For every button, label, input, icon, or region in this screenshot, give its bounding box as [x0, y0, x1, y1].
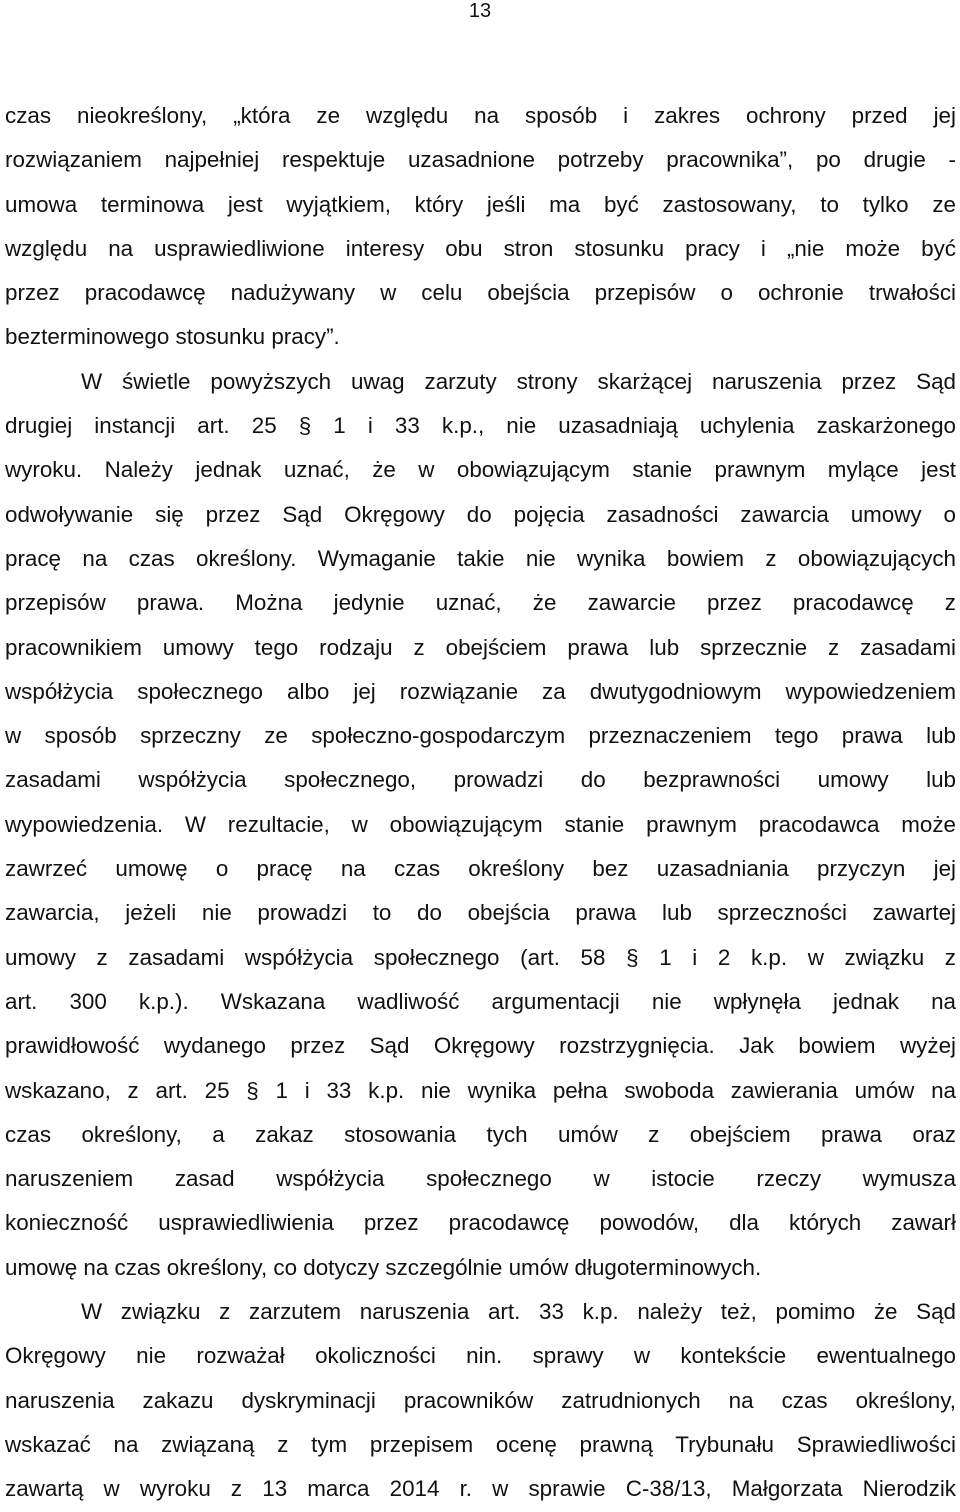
text-line: wskazać na związaną z tym przepisem ocenę prawną Trybunału Sprawiedliwości — [5, 1431, 956, 1457]
text-line: rozwiązaniem najpełniej respektuje uzasadnione potrzeby pracownika”, po drugie - — [5, 147, 956, 173]
text-line: zawarcia, jeżeli nie prowadzi to do obejścia prawa lub sprzeczności zawartej — [5, 900, 956, 926]
text-line: zawartą w wyroku z 13 marca 2014 r. w sprawie C-38/13, Małgorzata Nierodzik — [5, 1476, 956, 1502]
text-line: naruszenia zakazu dyskryminacji pracowników zatrudnionych na czas określony, — [5, 1387, 956, 1413]
text-line: W związku z zarzutem naruszenia art. 33 k.p. należy też, pomimo że Sąd — [81, 1299, 956, 1325]
text-line: art. 300 k.p.). Wskazana wadliwość argumentacji nie wpłynęła jednak na — [5, 988, 956, 1014]
text-line: zawrzeć umowę o pracę na czas określony bez uzasadniania przyczyn jej — [5, 856, 956, 882]
text-line: współżycia społecznego albo jej rozwiązanie za dwutygodniowym wypowiedzeniem — [5, 678, 956, 704]
text-line: odwoływanie się przez Sąd Okręgowy do pojęcia zasadności zawarcia umowy o — [5, 501, 956, 527]
text-line: W świetle powyższych uwag zarzuty strony skarżącej naruszenia przez Sąd — [81, 368, 956, 394]
text-line: wyroku. Należy jednak uznać, że w obowiązującym stanie prawnym mylące jest — [5, 457, 956, 483]
text-line: względu na usprawiedliwione interesy obu stron stosunku pracy i „nie może być — [5, 235, 956, 261]
text-line: przez pracodawcę nadużywany w celu obejścia przepisów o ochronie trwałości — [5, 280, 956, 306]
text-line: pracę na czas określony. Wymaganie takie nie wynika bowiem z obowiązujących — [5, 545, 956, 571]
text-line: czas nieokreślony, „która ze względu na sposób i zakres ochrony przed jej — [5, 103, 956, 128]
text-line: czas określony, a zakaz stosowania tych umów z obejściem prawa oraz — [5, 1121, 956, 1147]
document-body — [5, 94, 956, 1512]
text-line: wypowiedzenia. W rezultacie, w obowiązującym stanie prawnym pracodawca może — [5, 811, 956, 837]
text-line: drugiej instancji art. 25 § 1 i 33 k.p., nie uzasadniają uchylenia zaskarżonego — [5, 413, 956, 439]
text-line: prawidłowość wydanego przez Sąd Okręgowy rozstrzygnięcia. Jak bowiem wyżej — [5, 1033, 956, 1059]
text-line: umowy z zasadami współżycia społecznego (art. 58 § 1 i 2 k.p. w związku z — [5, 944, 956, 970]
text-line: wskazano, z art. 25 § 1 i 33 k.p. nie wynika pełna swoboda zawierania umów na — [5, 1077, 956, 1103]
text-line: bezterminowego stosunku pracy”. — [5, 324, 340, 350]
text-line: konieczność usprawiedliwienia przez pracodawcę powodów, dla których zawarł — [5, 1210, 956, 1236]
text-line: pracownikiem umowy tego rodzaju z obejściem prawa lub sprzecznie z zasadami — [5, 634, 956, 660]
text-line: w sposób sprzeczny ze społeczno-gospodarczym przeznaczeniem tego prawa lub — [5, 723, 956, 749]
page-number: 13 — [468, 0, 492, 22]
text-line: zasadami współżycia społecznego, prowadzi do bezprawności umowy lub — [5, 767, 956, 793]
text-line: umowę na czas określony, co dotyczy szczególnie umów długoterminowych. — [5, 1254, 762, 1280]
text-line: umowa terminowa jest wyjątkiem, który jeśli ma być zastosowany, to tylko ze — [5, 191, 956, 217]
text-line: przepisów prawa. Można jedynie uznać, że zawarcie przez pracodawcę z — [5, 590, 956, 616]
text-line: naruszeniem zasad współżycia społecznego w istocie rzeczy wymusza — [5, 1166, 956, 1192]
text-line: Okręgowy nie rozważał okoliczności nin. sprawy w kontekście ewentualnego — [5, 1343, 956, 1369]
